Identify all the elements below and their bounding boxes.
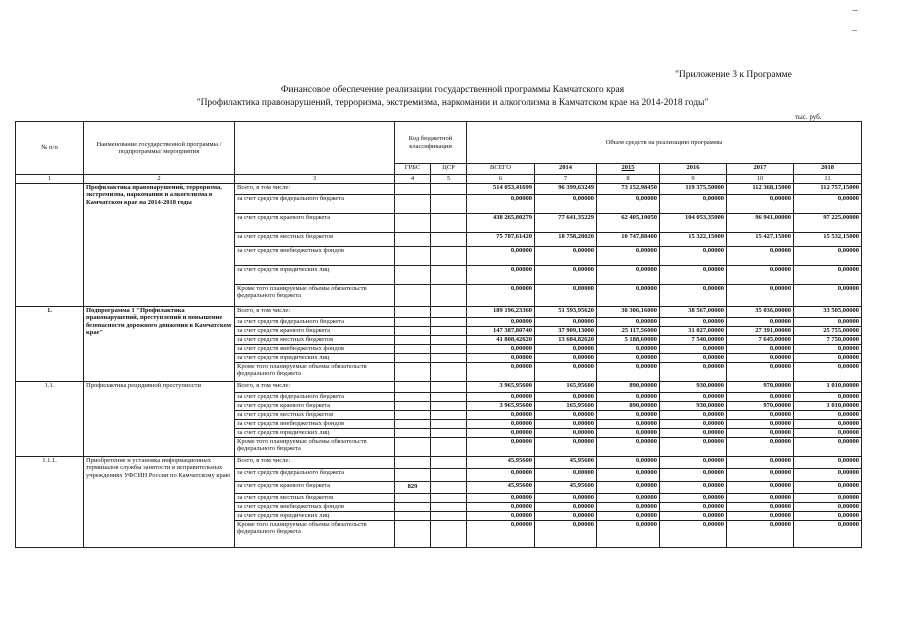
program-name: Подпрограмма 1 "Профилактика правонарушений, преступлений и повышение безопасности дорожного движения в Камчатском крае" bbox=[84, 306, 235, 381]
funding-source: за счет средств краевого бюджета bbox=[235, 326, 395, 335]
csr-code bbox=[431, 502, 467, 511]
amount-cell: 0,00000 bbox=[727, 362, 794, 381]
amount-cell: 0,00000 bbox=[660, 437, 727, 456]
column-number: 1 bbox=[16, 175, 84, 184]
amount-cell: 33 505,00000 bbox=[794, 306, 862, 317]
header-num: № п/п bbox=[16, 122, 84, 175]
amount-cell: 890,00000 bbox=[597, 401, 660, 410]
amount-cell: 0,00000 bbox=[535, 265, 597, 284]
amount-cell: 0,00000 bbox=[535, 246, 597, 265]
funding-source: за счет средств местных бюджетов bbox=[235, 335, 395, 344]
amount-cell: 41 808,42620 bbox=[467, 335, 535, 344]
amount-cell: 0,00000 bbox=[597, 511, 660, 520]
amount-cell: 0,00000 bbox=[467, 419, 535, 428]
amount-cell: 112 757,15000 bbox=[794, 183, 862, 194]
amount-cell: 0,00000 bbox=[467, 362, 535, 381]
amount-cell: 890,00000 bbox=[597, 381, 660, 392]
amount-cell: 0,00000 bbox=[727, 317, 794, 326]
amount-cell: 0,00000 bbox=[794, 419, 862, 428]
amount-cell: 0,00000 bbox=[794, 468, 862, 481]
amount-cell: 0,00000 bbox=[660, 456, 727, 468]
amount-cell: 189 196,23360 bbox=[467, 306, 535, 317]
csr-code bbox=[431, 232, 467, 246]
amount-cell: 0,00000 bbox=[660, 493, 727, 502]
amount-cell: 0,00000 bbox=[660, 481, 727, 493]
grbs-code bbox=[395, 232, 431, 246]
grbs-code: 829 bbox=[395, 481, 431, 493]
table-row bbox=[16, 456, 862, 468]
amount-cell: 96 941,00000 bbox=[727, 213, 794, 232]
amount-cell: 0,00000 bbox=[467, 344, 535, 353]
annex-label: "Приложение 3 к Программе bbox=[675, 70, 792, 80]
program-name: Профилактика рецидивной преступности bbox=[84, 381, 235, 456]
grbs-code bbox=[395, 468, 431, 481]
grbs-code bbox=[395, 306, 431, 317]
amount-cell: 970,00000 bbox=[727, 381, 794, 392]
column-number: 11 bbox=[794, 175, 862, 184]
csr-code bbox=[431, 284, 467, 306]
amount-cell: 27 391,00000 bbox=[727, 326, 794, 335]
amount-cell: 96 399,63249 bbox=[535, 183, 597, 194]
amount-cell: 77 641,35229 bbox=[535, 213, 597, 232]
amount-cell: 0,00000 bbox=[794, 246, 862, 265]
amount-cell: 0,00000 bbox=[535, 353, 597, 362]
amount-cell: 35 036,00000 bbox=[727, 306, 794, 317]
amount-cell: 119 375,50000 bbox=[660, 183, 727, 194]
header-budget-code: Код бюджетной классификации bbox=[395, 122, 467, 164]
column-number: 9 bbox=[660, 175, 727, 184]
unit-label: тыс. руб. bbox=[795, 113, 822, 121]
amount-cell: 0,00000 bbox=[597, 502, 660, 511]
header-empty bbox=[235, 122, 395, 175]
funding-source: за счет средств федерального бюджета bbox=[235, 317, 395, 326]
amount-cell: 0,00000 bbox=[794, 437, 862, 456]
amount-cell: 165,95600 bbox=[535, 381, 597, 392]
amount-cell: 0,00000 bbox=[794, 428, 862, 437]
amount-cell: 0,00000 bbox=[467, 428, 535, 437]
csr-code bbox=[431, 520, 467, 547]
amount-cell: 73 152,98450 bbox=[597, 183, 660, 194]
amount-cell: 0,00000 bbox=[597, 392, 660, 401]
grbs-code bbox=[395, 183, 431, 194]
amount-cell: 7 645,00000 bbox=[727, 335, 794, 344]
amount-cell: 0,00000 bbox=[660, 344, 727, 353]
amount-cell: 0,00000 bbox=[794, 493, 862, 502]
column-number: 10 bbox=[727, 175, 794, 184]
csr-code bbox=[431, 265, 467, 284]
grbs-code bbox=[395, 317, 431, 326]
csr-code bbox=[431, 213, 467, 232]
header-year: 2016 bbox=[660, 164, 727, 175]
row-number: 1.1. bbox=[16, 381, 84, 456]
csr-code bbox=[431, 183, 467, 194]
grbs-code bbox=[395, 502, 431, 511]
amount-cell: 0,00000 bbox=[467, 493, 535, 502]
scan-mark bbox=[852, 30, 857, 31]
funding-source: за счет средств местных бюджетов bbox=[235, 493, 395, 502]
amount-cell: 0,00000 bbox=[660, 410, 727, 419]
csr-code bbox=[431, 401, 467, 410]
amount-cell: 930,00000 bbox=[660, 401, 727, 410]
funding-source: Всего, в том числе: bbox=[235, 306, 395, 317]
grbs-code bbox=[395, 419, 431, 428]
amount-cell: 0,00000 bbox=[727, 284, 794, 306]
amount-cell: 0,00000 bbox=[467, 317, 535, 326]
grbs-code bbox=[395, 213, 431, 232]
grbs-code bbox=[395, 265, 431, 284]
amount-cell: 51 593,95620 bbox=[535, 306, 597, 317]
amount-cell: 0,00000 bbox=[535, 428, 597, 437]
amount-cell: 970,00000 bbox=[727, 401, 794, 410]
csr-code bbox=[431, 246, 467, 265]
amount-cell: 0,00000 bbox=[467, 410, 535, 419]
funding-source: за счет средств краевого бюджета bbox=[235, 401, 395, 410]
amount-cell: 930,00000 bbox=[660, 381, 727, 392]
amount-cell: 7 750,00000 bbox=[794, 335, 862, 344]
csr-code bbox=[431, 326, 467, 335]
amount-cell: 15 322,15000 bbox=[660, 232, 727, 246]
amount-cell: 0,00000 bbox=[727, 502, 794, 511]
amount-cell: 45,95600 bbox=[535, 456, 597, 468]
amount-cell: 0,00000 bbox=[727, 437, 794, 456]
financing-table bbox=[15, 121, 862, 548]
grbs-code bbox=[395, 428, 431, 437]
amount-cell: 0,00000 bbox=[727, 520, 794, 547]
csr-code bbox=[431, 392, 467, 401]
amount-cell: 1 010,00000 bbox=[794, 401, 862, 410]
amount-cell: 31 027,00000 bbox=[660, 326, 727, 335]
amount-cell: 0,00000 bbox=[660, 353, 727, 362]
amount-cell: 0,00000 bbox=[467, 265, 535, 284]
grbs-code bbox=[395, 520, 431, 547]
amount-cell: 0,00000 bbox=[597, 493, 660, 502]
csr-code bbox=[431, 428, 467, 437]
csr-code bbox=[431, 353, 467, 362]
header-grbs: ГРБС bbox=[395, 164, 431, 175]
amount-cell: 0,00000 bbox=[660, 502, 727, 511]
column-number: 7 bbox=[535, 175, 597, 184]
amount-cell: 0,00000 bbox=[535, 511, 597, 520]
amount-cell: 0,00000 bbox=[535, 344, 597, 353]
amount-cell: 165,95600 bbox=[535, 401, 597, 410]
column-number-row bbox=[16, 175, 862, 184]
amount-cell: 0,00000 bbox=[535, 317, 597, 326]
amount-cell: 45,95600 bbox=[467, 481, 535, 493]
funding-source: за счет средств юридических лиц bbox=[235, 511, 395, 520]
grbs-code bbox=[395, 362, 431, 381]
amount-cell: 45,95600 bbox=[535, 481, 597, 493]
csr-code bbox=[431, 194, 467, 213]
header-total: ВСЕГО bbox=[467, 164, 535, 175]
amount-cell: 25 755,00000 bbox=[794, 326, 862, 335]
header-year: 2015 bbox=[597, 164, 660, 175]
amount-cell: 0,00000 bbox=[597, 410, 660, 419]
header-year: 2017 bbox=[727, 164, 794, 175]
amount-cell: 0,00000 bbox=[794, 194, 862, 213]
amount-cell: 15 427,15000 bbox=[727, 232, 794, 246]
funding-source: Всего, в том числе: bbox=[235, 183, 395, 194]
amount-cell: 3 965,95600 bbox=[467, 381, 535, 392]
amount-cell: 0,00000 bbox=[794, 520, 862, 547]
amount-cell: 0,00000 bbox=[794, 456, 862, 468]
header-volume: Объем средств на реализацию программы bbox=[467, 122, 862, 164]
amount-cell: 0,00000 bbox=[597, 520, 660, 547]
grbs-code bbox=[395, 381, 431, 392]
grbs-code bbox=[395, 511, 431, 520]
column-number: 4 bbox=[395, 175, 431, 184]
grbs-code bbox=[395, 326, 431, 335]
funding-source: Всего, в том числе: bbox=[235, 381, 395, 392]
funding-source: за счет средств местных бюджетов bbox=[235, 410, 395, 419]
amount-cell: 0,00000 bbox=[467, 520, 535, 547]
funding-source: Кроме того планируемые объемы обязательств федерального бюджета bbox=[235, 520, 395, 547]
csr-code bbox=[431, 419, 467, 428]
amount-cell: 18 758,28020 bbox=[535, 232, 597, 246]
amount-cell: 3 965,95600 bbox=[467, 401, 535, 410]
amount-cell: 0,00000 bbox=[660, 265, 727, 284]
amount-cell: 38 567,00000 bbox=[660, 306, 727, 317]
csr-code bbox=[431, 381, 467, 392]
csr-code bbox=[431, 362, 467, 381]
grbs-code bbox=[395, 437, 431, 456]
amount-cell: 0,00000 bbox=[794, 265, 862, 284]
amount-cell: 0,00000 bbox=[597, 344, 660, 353]
amount-cell: 0,00000 bbox=[467, 194, 535, 213]
amount-cell: 0,00000 bbox=[535, 392, 597, 401]
amount-cell: 7 540,00000 bbox=[660, 335, 727, 344]
amount-cell: 0,00000 bbox=[597, 265, 660, 284]
table-row bbox=[16, 381, 862, 392]
amount-cell: 0,00000 bbox=[727, 410, 794, 419]
amount-cell: 30 306,16000 bbox=[597, 306, 660, 317]
amount-cell: 0,00000 bbox=[727, 246, 794, 265]
amount-cell: 0,00000 bbox=[597, 362, 660, 381]
amount-cell: 0,00000 bbox=[535, 419, 597, 428]
csr-code bbox=[431, 317, 467, 326]
amount-cell: 0,00000 bbox=[597, 353, 660, 362]
header-csr: ЦСР bbox=[431, 164, 467, 175]
amount-cell: 0,00000 bbox=[535, 410, 597, 419]
funding-source: Кроме того планируемые объемы обязательств федерального бюджета bbox=[235, 284, 395, 306]
amount-cell: 0,00000 bbox=[727, 511, 794, 520]
csr-code bbox=[431, 410, 467, 419]
amount-cell: 0,00000 bbox=[597, 437, 660, 456]
amount-cell: 0,00000 bbox=[467, 353, 535, 362]
amount-cell: 147 387,80740 bbox=[467, 326, 535, 335]
funding-source: Всего, в том числе: bbox=[235, 456, 395, 468]
amount-cell: 0,00000 bbox=[727, 493, 794, 502]
amount-cell: 45,95600 bbox=[467, 456, 535, 468]
funding-source: за счет средств внебюджетных фондов bbox=[235, 246, 395, 265]
funding-source: за счет средств внебюджетных фондов bbox=[235, 419, 395, 428]
amount-cell: 0,00000 bbox=[794, 353, 862, 362]
scan-mark bbox=[852, 10, 858, 11]
amount-cell: 104 053,35000 bbox=[660, 213, 727, 232]
funding-source: за счет средств федерального бюджета bbox=[235, 468, 395, 481]
column-number: 6 bbox=[467, 175, 535, 184]
column-number: 5 bbox=[431, 175, 467, 184]
funding-source: за счет средств местных бюджетов bbox=[235, 232, 395, 246]
amount-cell: 0,00000 bbox=[597, 456, 660, 468]
amount-cell: 0,00000 bbox=[535, 437, 597, 456]
grbs-code bbox=[395, 456, 431, 468]
amount-cell: 0,00000 bbox=[727, 419, 794, 428]
funding-source: за счет средств юридических лиц bbox=[235, 428, 395, 437]
grbs-code bbox=[395, 246, 431, 265]
amount-cell: 0,00000 bbox=[727, 456, 794, 468]
amount-cell: 0,00000 bbox=[535, 284, 597, 306]
row-number: 1.1.1. bbox=[16, 456, 84, 547]
funding-source: за счет средств федерального бюджета bbox=[235, 392, 395, 401]
amount-cell: 0,00000 bbox=[535, 468, 597, 481]
amount-cell: 0,00000 bbox=[794, 481, 862, 493]
grbs-code bbox=[395, 410, 431, 419]
amount-cell: 0,00000 bbox=[794, 511, 862, 520]
table-row bbox=[16, 306, 862, 317]
amount-cell: 0,00000 bbox=[467, 468, 535, 481]
amount-cell: 0,00000 bbox=[660, 428, 727, 437]
amount-cell: 62 405,10050 bbox=[597, 213, 660, 232]
csr-code bbox=[431, 481, 467, 493]
amount-cell: 0,00000 bbox=[535, 502, 597, 511]
program-name: Профилактика правонарушений, терроризма, экстремизма, наркомании и алкоголизма в Камчатском крае на 2014-2018 годы bbox=[84, 183, 235, 306]
amount-cell: 0,00000 bbox=[660, 511, 727, 520]
amount-cell: 0,00000 bbox=[597, 284, 660, 306]
funding-source: за счет средств внебюджетных фондов bbox=[235, 502, 395, 511]
funding-source: за счет средств юридических лиц bbox=[235, 353, 395, 362]
funding-source: за счет средств внебюджетных фондов bbox=[235, 344, 395, 353]
amount-cell: 0,00000 bbox=[597, 246, 660, 265]
amount-cell: 0,00000 bbox=[794, 502, 862, 511]
amount-cell: 0,00000 bbox=[535, 362, 597, 381]
amount-cell: 10 747,88400 bbox=[597, 232, 660, 246]
grbs-code bbox=[395, 284, 431, 306]
amount-cell: 97 225,00000 bbox=[794, 213, 862, 232]
amount-cell: 0,00000 bbox=[727, 428, 794, 437]
amount-cell: 0,00000 bbox=[660, 194, 727, 213]
amount-cell: 0,00000 bbox=[660, 419, 727, 428]
amount-cell: 0,00000 bbox=[660, 246, 727, 265]
funding-source: Кроме того планируемые объемы обязательств федерального бюджета bbox=[235, 437, 395, 456]
amount-cell: 0,00000 bbox=[660, 520, 727, 547]
amount-cell: 0,00000 bbox=[597, 194, 660, 213]
amount-cell: 0,00000 bbox=[535, 493, 597, 502]
column-number: 2 bbox=[84, 175, 235, 184]
amount-cell: 0,00000 bbox=[660, 317, 727, 326]
program-title: "Профилактика правонарушений, терроризма, экстремизма, наркомании и алкоголизма в Камчатском крае на 2014-2018 годы" bbox=[196, 98, 709, 108]
grbs-code bbox=[395, 493, 431, 502]
amount-cell: 0,00000 bbox=[467, 511, 535, 520]
funding-source: за счет средств краевого бюджета bbox=[235, 481, 395, 493]
amount-cell: 514 053,41699 bbox=[467, 183, 535, 194]
grbs-code bbox=[395, 401, 431, 410]
amount-cell: 0,00000 bbox=[467, 502, 535, 511]
amount-cell: 0,00000 bbox=[597, 428, 660, 437]
csr-code bbox=[431, 493, 467, 502]
csr-code bbox=[431, 437, 467, 456]
document-title: Финансовое обеспечение реализации государственной программы Камчатского края bbox=[280, 85, 625, 95]
amount-cell: 438 265,80279 bbox=[467, 213, 535, 232]
grbs-code bbox=[395, 392, 431, 401]
csr-code bbox=[431, 456, 467, 468]
csr-code bbox=[431, 344, 467, 353]
csr-code bbox=[431, 306, 467, 317]
funding-source: за счет средств юридических лиц bbox=[235, 265, 395, 284]
table-row bbox=[16, 183, 862, 194]
amount-cell: 13 684,82620 bbox=[535, 335, 597, 344]
header-name: Наименование государственной программы /подпрограммы/ мероприятия bbox=[84, 122, 235, 175]
amount-cell: 0,00000 bbox=[660, 362, 727, 381]
amount-cell: 0,00000 bbox=[727, 353, 794, 362]
csr-code bbox=[431, 335, 467, 344]
amount-cell: 0,00000 bbox=[597, 481, 660, 493]
amount-cell: 0,00000 bbox=[727, 194, 794, 213]
program-name: Приобретение и установка информационных терминалов службы занятости в исправительных учреждениях УФСИН России по Камчатскому краю bbox=[84, 456, 235, 547]
amount-cell: 0,00000 bbox=[727, 344, 794, 353]
amount-cell: 0,00000 bbox=[467, 284, 535, 306]
header-year: 2014 bbox=[535, 164, 597, 175]
grbs-code bbox=[395, 344, 431, 353]
funding-source: за счет средств краевого бюджета bbox=[235, 213, 395, 232]
amount-cell: 0,00000 bbox=[535, 194, 597, 213]
amount-cell: 0,00000 bbox=[794, 317, 862, 326]
csr-code bbox=[431, 511, 467, 520]
grbs-code bbox=[395, 194, 431, 213]
amount-cell: 0,00000 bbox=[727, 392, 794, 401]
amount-cell: 15 532,15000 bbox=[794, 232, 862, 246]
amount-cell: 1 010,00000 bbox=[794, 381, 862, 392]
amount-cell: 5 188,60000 bbox=[597, 335, 660, 344]
amount-cell: 0,00000 bbox=[660, 284, 727, 306]
grbs-code bbox=[395, 335, 431, 344]
amount-cell: 112 368,15000 bbox=[727, 183, 794, 194]
column-number: 3 bbox=[235, 175, 395, 184]
amount-cell: 0,00000 bbox=[535, 520, 597, 547]
amount-cell: 0,00000 bbox=[597, 419, 660, 428]
row-number: 1. bbox=[16, 306, 84, 381]
amount-cell: 0,00000 bbox=[660, 468, 727, 481]
amount-cell: 0,00000 bbox=[467, 246, 535, 265]
amount-cell: 37 909,13000 bbox=[535, 326, 597, 335]
amount-cell: 0,00000 bbox=[794, 410, 862, 419]
amount-cell: 0,00000 bbox=[727, 481, 794, 493]
column-number: 8 bbox=[597, 175, 660, 184]
amount-cell: 0,00000 bbox=[794, 284, 862, 306]
header-year: 2018 bbox=[794, 164, 862, 175]
amount-cell: 0,00000 bbox=[467, 437, 535, 456]
row-number bbox=[16, 183, 84, 306]
funding-source: Кроме того планируемые объемы обязательств федерального бюджета bbox=[235, 362, 395, 381]
amount-cell: 0,00000 bbox=[660, 392, 727, 401]
amount-cell: 0,00000 bbox=[597, 468, 660, 481]
amount-cell: 75 787,61420 bbox=[467, 232, 535, 246]
amount-cell: 0,00000 bbox=[727, 468, 794, 481]
amount-cell: 0,00000 bbox=[794, 392, 862, 401]
amount-cell: 0,00000 bbox=[794, 344, 862, 353]
grbs-code bbox=[395, 353, 431, 362]
funding-source: за счет средств федерального бюджета bbox=[235, 194, 395, 213]
amount-cell: 0,00000 bbox=[597, 317, 660, 326]
amount-cell: 25 117,56000 bbox=[597, 326, 660, 335]
amount-cell: 0,00000 bbox=[794, 362, 862, 381]
csr-code bbox=[431, 468, 467, 481]
amount-cell: 0,00000 bbox=[467, 392, 535, 401]
amount-cell: 0,00000 bbox=[727, 265, 794, 284]
